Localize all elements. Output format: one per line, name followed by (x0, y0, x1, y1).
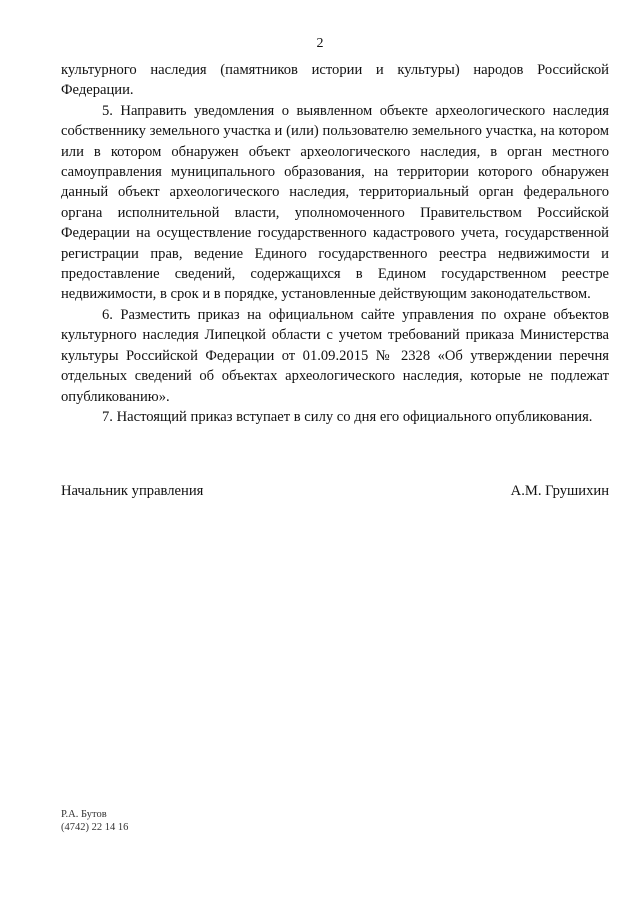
executor-block (61, 808, 128, 834)
paragraph-continuation: культурного наследия (памятников истории и культуры) народов Российской Федерации. (61, 62, 609, 99)
paragraph-5: 5. Направить уведомления о выявленном объекте археологического наследия собственнику земельного участка и (или) пользователю земельного участка, на котором или в котором обнаружен объект археологического наследия, в орган местного самоуправления муниципального образования, на территории которого обнаружен данный объект археологического наследия, территориальный орган федерального органа исполнительной власти, уполномоченного Правительством Российской Федерации на осуществление государственного кадастрового учета, государственной регистрации прав, ведение Единого государственного реестра недвижимости и предоставление сведений, содержащихся в Едином государственном реестре недвижимости, в срок и в порядке, установленные действующим законодательством. (61, 102, 609, 303)
signature-block (61, 482, 609, 500)
signatory-name: А.М. Грушихин (510, 483, 609, 499)
executor-name: Р.А. Бутов (61, 809, 107, 820)
signatory-position: Начальник управления (61, 483, 204, 499)
document-body (61, 60, 609, 427)
paragraph-6: 6. Разместить приказ на официальном сайте управления по охране объектов культурного наследия Липецкой области с учетом требований приказа Министерства культуры Российской Федерации от 01.09.2015 № 2328 «Об утверждении перечня отдельных сведений об объектах археологического наследия, которые не подлежат опубликованию». (61, 306, 609, 405)
executor-phone: (4742) 22 14 16 (61, 822, 129, 833)
page-number: 2 (316, 36, 324, 51)
paragraph-7: 7. Настоящий приказ вступает в силу со дня его официального опубликования. (102, 408, 593, 425)
